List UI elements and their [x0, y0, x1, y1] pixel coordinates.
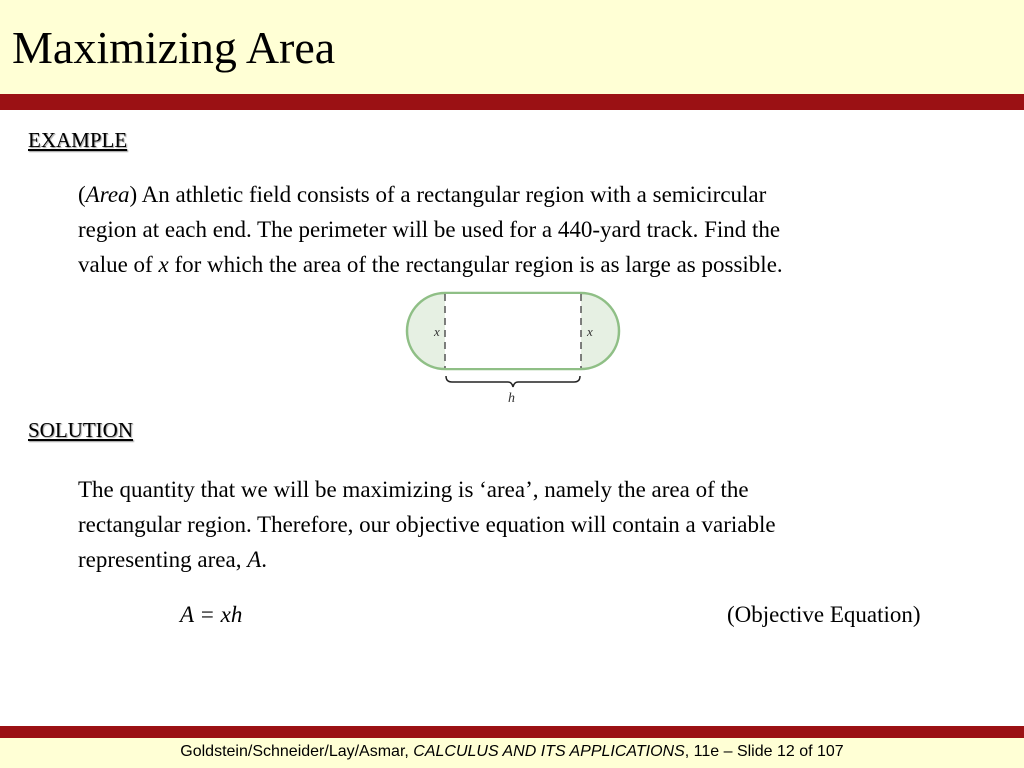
example-line-3 — [78, 247, 978, 282]
solution-line-2: rectangular region. Therefore, our objective equation will contain a variable — [78, 512, 776, 537]
solution-line-3-post: . — [261, 547, 268, 572]
athletic-field-figure — [404, 290, 626, 410]
open-paren: ( — [78, 182, 86, 207]
example-heading: EXAMPLE — [28, 128, 128, 152]
close-paren: ) — [129, 182, 138, 207]
left-x-label: x — [434, 324, 440, 339]
variable-x: x — [158, 252, 169, 277]
slide-title: Maximizing Area — [12, 22, 336, 73]
footer-divider-bar — [0, 726, 1024, 738]
right-x-label: x — [587, 324, 593, 339]
title-divider-bar — [0, 94, 1024, 110]
footer-authors: Goldstein/Schneider/Lay/Asmar, — [180, 743, 414, 760]
example-line-1-text: An athletic field consists of a rectangular region with a semicircular — [137, 182, 767, 207]
h-brace — [446, 376, 580, 387]
h-label: h — [508, 391, 515, 406]
solution-line-3-pre: representing area, — [78, 547, 248, 572]
footer-slide-number: , 11e – Slide 12 of 107 — [684, 743, 844, 760]
example-line-3-pre: value of — [78, 252, 159, 277]
example-paragraph — [78, 177, 978, 282]
equation-tag: (Objective Equation) — [727, 602, 921, 627]
objective-equation: A = xh — [180, 602, 243, 627]
solution-paragraph — [78, 472, 978, 577]
example-line-3-post: for which the area of the rectangular region is as large as possible. — [168, 252, 783, 277]
footer-book-title: CALCULUS AND ITS APPLICATIONS — [413, 743, 685, 760]
example-tag: Area — [85, 182, 130, 207]
solution-line-1: The quantity that we will be maximizing is ‘area’, namely the area of the — [78, 477, 749, 502]
variable-A: A — [247, 547, 262, 572]
solution-line-3 — [78, 542, 978, 577]
slide-footer — [0, 740, 1024, 764]
example-line-2: region at each end. The perimeter will be used for a 440-yard track. Find the — [78, 217, 781, 242]
example-line-1 — [78, 177, 978, 212]
solution-heading: SOLUTION — [28, 418, 133, 442]
rectangular-region — [445, 294, 581, 368]
